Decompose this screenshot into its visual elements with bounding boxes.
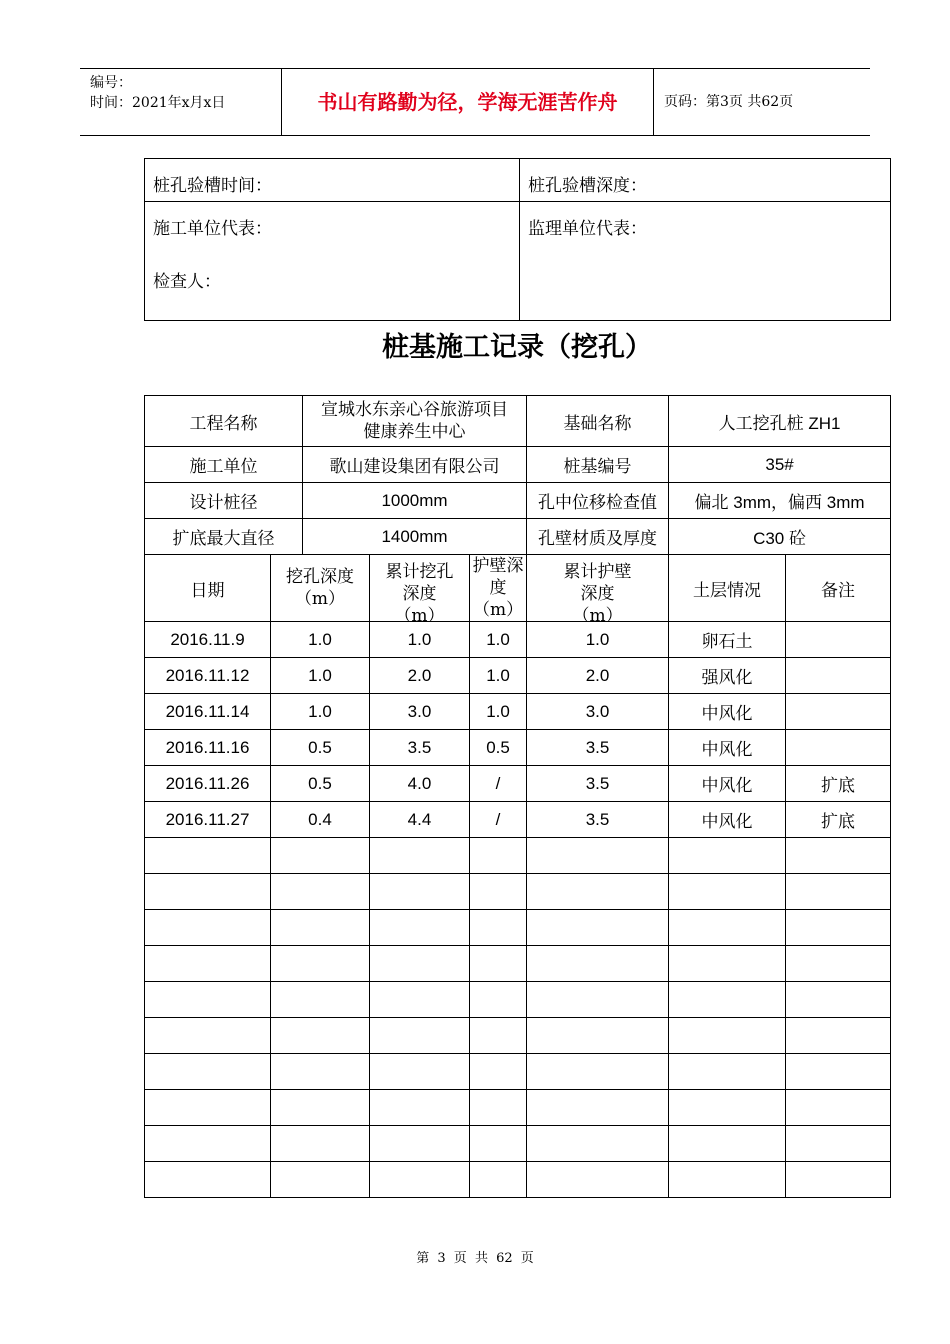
cell-soil: [669, 874, 786, 910]
cell-cum-dig: [370, 1018, 470, 1054]
col-cum-wall-line3: （m）: [572, 605, 623, 622]
cell-remark: [786, 910, 891, 946]
cell-cum-wall: 1.0: [527, 622, 669, 658]
cell-date: 2016.11.9: [145, 622, 271, 658]
cell-remark: [786, 694, 891, 730]
cell-remark: 扩底: [786, 766, 891, 802]
inspection-time-cell: 桩孔验槽时间：: [145, 159, 520, 202]
cell-remark: [786, 982, 891, 1018]
table-row: [145, 622, 891, 658]
cell-date: [145, 982, 271, 1018]
project-name-line2: 健康养生中心: [363, 422, 466, 442]
footer-current: 3: [437, 1251, 446, 1266]
footer-total-unit: 页: [520, 1251, 534, 1266]
header-left: [80, 69, 282, 135]
table-row: [145, 838, 891, 874]
design-diameter-label: 设计桩径: [145, 483, 303, 519]
contractor-value: 歌山建设集团有限公司: [303, 447, 527, 483]
cell-remark: [786, 730, 891, 766]
cell-remark: [786, 1126, 891, 1162]
cell-wall-depth: [470, 874, 527, 910]
cell-cum-dig: [370, 874, 470, 910]
cell-soil: [669, 1018, 786, 1054]
cell-cum-dig: [370, 1054, 470, 1090]
cell-cum-wall: [527, 838, 669, 874]
footer-total: 62: [496, 1251, 513, 1266]
table-row: [145, 1018, 891, 1054]
cell-dig-depth: 0.4: [271, 802, 370, 838]
cell-wall-depth: [470, 946, 527, 982]
cell-wall-depth: [470, 1162, 527, 1198]
cell-cum-wall: 3.0: [527, 694, 669, 730]
cell-soil: 强风化: [669, 658, 786, 694]
cell-wall-depth: /: [470, 766, 527, 802]
inspection-table: [144, 158, 891, 321]
cell-cum-dig: 4.4: [370, 802, 470, 838]
project-name-label: 工程名称: [145, 396, 303, 447]
cell-cum-wall: [527, 1162, 669, 1198]
cell-cum-dig: [370, 982, 470, 1018]
cell-cum-dig: 2.0: [370, 658, 470, 694]
cell-soil: 中风化: [669, 766, 786, 802]
cell-date: 2016.11.14: [145, 694, 271, 730]
col-wall-depth-line1: 护壁深度: [472, 556, 524, 598]
cell-cum-wall: [527, 1054, 669, 1090]
cell-wall-depth: [470, 1018, 527, 1054]
cell-remark: [786, 658, 891, 694]
table-row: [145, 766, 891, 802]
cell-dig-depth: [271, 1126, 370, 1162]
max-base-label: 扩底最大直径: [145, 519, 303, 555]
pile-record-table: [144, 395, 891, 1198]
cell-cum-dig: 3.5: [370, 730, 470, 766]
footer-page-unit: 页: [453, 1251, 467, 1266]
cell-cum-wall: [527, 982, 669, 1018]
footer-total-prefix: 共: [474, 1251, 488, 1266]
cell-cum-wall: 3.5: [527, 730, 669, 766]
cell-date: 2016.11.16: [145, 730, 271, 766]
cell-date: 2016.11.27: [145, 802, 271, 838]
record-body: [145, 622, 891, 1198]
cell-cum-wall: [527, 874, 669, 910]
cell-remark: [786, 1018, 891, 1054]
cell-wall-depth: [470, 982, 527, 1018]
cell-cum-dig: [370, 1090, 470, 1126]
cell-wall-depth: 1.0: [470, 658, 527, 694]
cell-soil: [669, 910, 786, 946]
col-wall-depth: [470, 555, 527, 622]
foundation-name-value: 人工挖孔桩 ZH1: [669, 396, 891, 447]
info-row: [145, 447, 891, 483]
info-row: [145, 519, 891, 555]
col-cum-dig: [370, 555, 470, 622]
number-label: 编号：: [90, 75, 132, 91]
table-row: [145, 730, 891, 766]
cell-cum-wall: [527, 1126, 669, 1162]
cell-soil: [669, 946, 786, 982]
header-slogan: 书山有路勤为径，学海无涯苦作舟: [282, 69, 654, 135]
table-row: [145, 1126, 891, 1162]
project-name-line1: 宣城水东亲心谷旅游项目: [321, 400, 509, 420]
cell-cum-dig: [370, 946, 470, 982]
table-row: [145, 1162, 891, 1198]
inspection-row: [145, 159, 891, 202]
footer-page: 第: [416, 1251, 430, 1266]
inspection-row: [145, 202, 891, 321]
table-row: [145, 1090, 891, 1126]
col-remark: 备注: [786, 555, 891, 622]
col-cum-dig-line2: 深度: [402, 583, 437, 604]
cell-dig-depth: [271, 1018, 370, 1054]
project-name-cell: [303, 396, 527, 447]
contractor-rep-label: 施工单位代表：: [153, 219, 272, 239]
cell-dig-depth: [271, 838, 370, 874]
cell-dig-depth: [271, 1054, 370, 1090]
cell-soil: [669, 1126, 786, 1162]
pile-no-label: 桩基编号: [527, 447, 669, 483]
cell-date: [145, 1126, 271, 1162]
cell-cum-dig: 3.0: [370, 694, 470, 730]
cell-wall-depth: [470, 1054, 527, 1090]
cell-dig-depth: [271, 946, 370, 982]
inspection-depth-cell: 桩孔验槽深度：: [520, 159, 891, 202]
cell-date: [145, 1018, 271, 1054]
col-soil: 土层情况: [669, 555, 786, 622]
cell-date: [145, 1090, 271, 1126]
cell-soil: [669, 1162, 786, 1198]
cell-dig-depth: 0.5: [271, 730, 370, 766]
cell-dig-depth: [271, 1090, 370, 1126]
time-label: 时间：2021年x月x日: [90, 95, 226, 111]
col-cum-wall-line1: 累计护壁: [563, 561, 632, 582]
cell-cum-dig: [370, 838, 470, 874]
col-date: 日期: [145, 555, 271, 622]
cell-remark: [786, 838, 891, 874]
wall-label: 孔壁材质及厚度: [527, 519, 669, 555]
foundation-name-label: 基础名称: [527, 396, 669, 447]
cell-cum-dig: [370, 1162, 470, 1198]
cell-date: 2016.11.26: [145, 766, 271, 802]
cell-soil: [669, 838, 786, 874]
cell-cum-wall: 3.5: [527, 766, 669, 802]
cell-wall-depth: [470, 1126, 527, 1162]
cell-soil: [669, 982, 786, 1018]
col-cum-wall: [527, 555, 669, 622]
col-cum-wall-line2: 深度: [580, 583, 615, 604]
cell-cum-wall: [527, 1090, 669, 1126]
col-cum-dig-line3: （m）: [394, 605, 445, 622]
cell-remark: [786, 622, 891, 658]
pile-no-value: 35#: [669, 447, 891, 483]
cell-soil: [669, 1090, 786, 1126]
col-wall-depth-line2: （m）: [472, 600, 524, 620]
cell-cum-dig: [370, 1126, 470, 1162]
checker-label: 检查人：: [153, 272, 221, 292]
cell-wall-depth: [470, 1090, 527, 1126]
page-header: [80, 68, 870, 136]
cell-dig-depth: 1.0: [271, 622, 370, 658]
cell-soil: 中风化: [669, 802, 786, 838]
cell-wall-depth: 1.0: [470, 694, 527, 730]
cell-dig-depth: 0.5: [271, 766, 370, 802]
table-row: [145, 874, 891, 910]
table-row: [145, 658, 891, 694]
offset-label: 孔中位移检查值: [527, 483, 669, 519]
cell-date: [145, 910, 271, 946]
cell-dig-depth: [271, 874, 370, 910]
cell-soil: 卵石土: [669, 622, 786, 658]
table-row: [145, 982, 891, 1018]
cell-remark: [786, 1090, 891, 1126]
cell-date: [145, 874, 271, 910]
cell-dig-depth: 1.0: [271, 658, 370, 694]
cell-dig-depth: [271, 982, 370, 1018]
cell-date: [145, 1054, 271, 1090]
cell-cum-wall: [527, 910, 669, 946]
max-base-value: 1400mm: [303, 519, 527, 555]
cell-date: [145, 946, 271, 982]
cell-cum-wall: [527, 1018, 669, 1054]
cell-dig-depth: 1.0: [271, 694, 370, 730]
table-row: [145, 802, 891, 838]
cell-date: [145, 838, 271, 874]
cell-cum-wall: [527, 946, 669, 982]
col-dig-depth: [271, 555, 370, 622]
cell-wall-depth: 0.5: [470, 730, 527, 766]
cell-dig-depth: [271, 1162, 370, 1198]
cell-wall-depth: /: [470, 802, 527, 838]
cell-remark: [786, 1054, 891, 1090]
table-row: [145, 1054, 891, 1090]
cell-soil: [669, 1054, 786, 1090]
contractor-rep-cell: [145, 202, 520, 321]
col-dig-depth-line1: 挖孔深度: [286, 567, 354, 587]
cell-cum-dig: [370, 910, 470, 946]
cell-soil: 中风化: [669, 694, 786, 730]
table-row: [145, 910, 891, 946]
supervisor-rep-cell: 监理单位代表：: [520, 202, 891, 321]
page-footer: [0, 1247, 950, 1266]
col-cum-dig-line1: 累计挖孔: [385, 561, 454, 582]
cell-remark: [786, 1162, 891, 1198]
cell-dig-depth: [271, 910, 370, 946]
cell-date: [145, 1162, 271, 1198]
info-row: [145, 396, 891, 447]
wall-value: C30 砼: [669, 519, 891, 555]
cell-wall-depth: [470, 838, 527, 874]
cell-wall-depth: 1.0: [470, 622, 527, 658]
col-dig-depth-line2: （m）: [294, 589, 346, 609]
cell-cum-dig: 4.0: [370, 766, 470, 802]
contractor-label: 施工单位: [145, 447, 303, 483]
table-row: [145, 694, 891, 730]
design-diameter-value: 1000mm: [303, 483, 527, 519]
header-page-label: 页码：第3页 共62页: [664, 94, 794, 110]
cell-wall-depth: [470, 910, 527, 946]
offset-value: 偏北 3mm，偏西 3mm: [669, 483, 891, 519]
cell-remark: 扩底: [786, 802, 891, 838]
cell-cum-dig: 1.0: [370, 622, 470, 658]
table-row: [145, 946, 891, 982]
cell-cum-wall: 3.5: [527, 802, 669, 838]
cell-cum-wall: 2.0: [527, 658, 669, 694]
document-title: 桩基施工记录（挖孔）: [382, 332, 652, 363]
cell-remark: [786, 946, 891, 982]
cell-date: 2016.11.12: [145, 658, 271, 694]
cell-remark: [786, 874, 891, 910]
column-header-row: [145, 555, 891, 622]
cell-soil: 中风化: [669, 730, 786, 766]
info-row: [145, 483, 891, 519]
